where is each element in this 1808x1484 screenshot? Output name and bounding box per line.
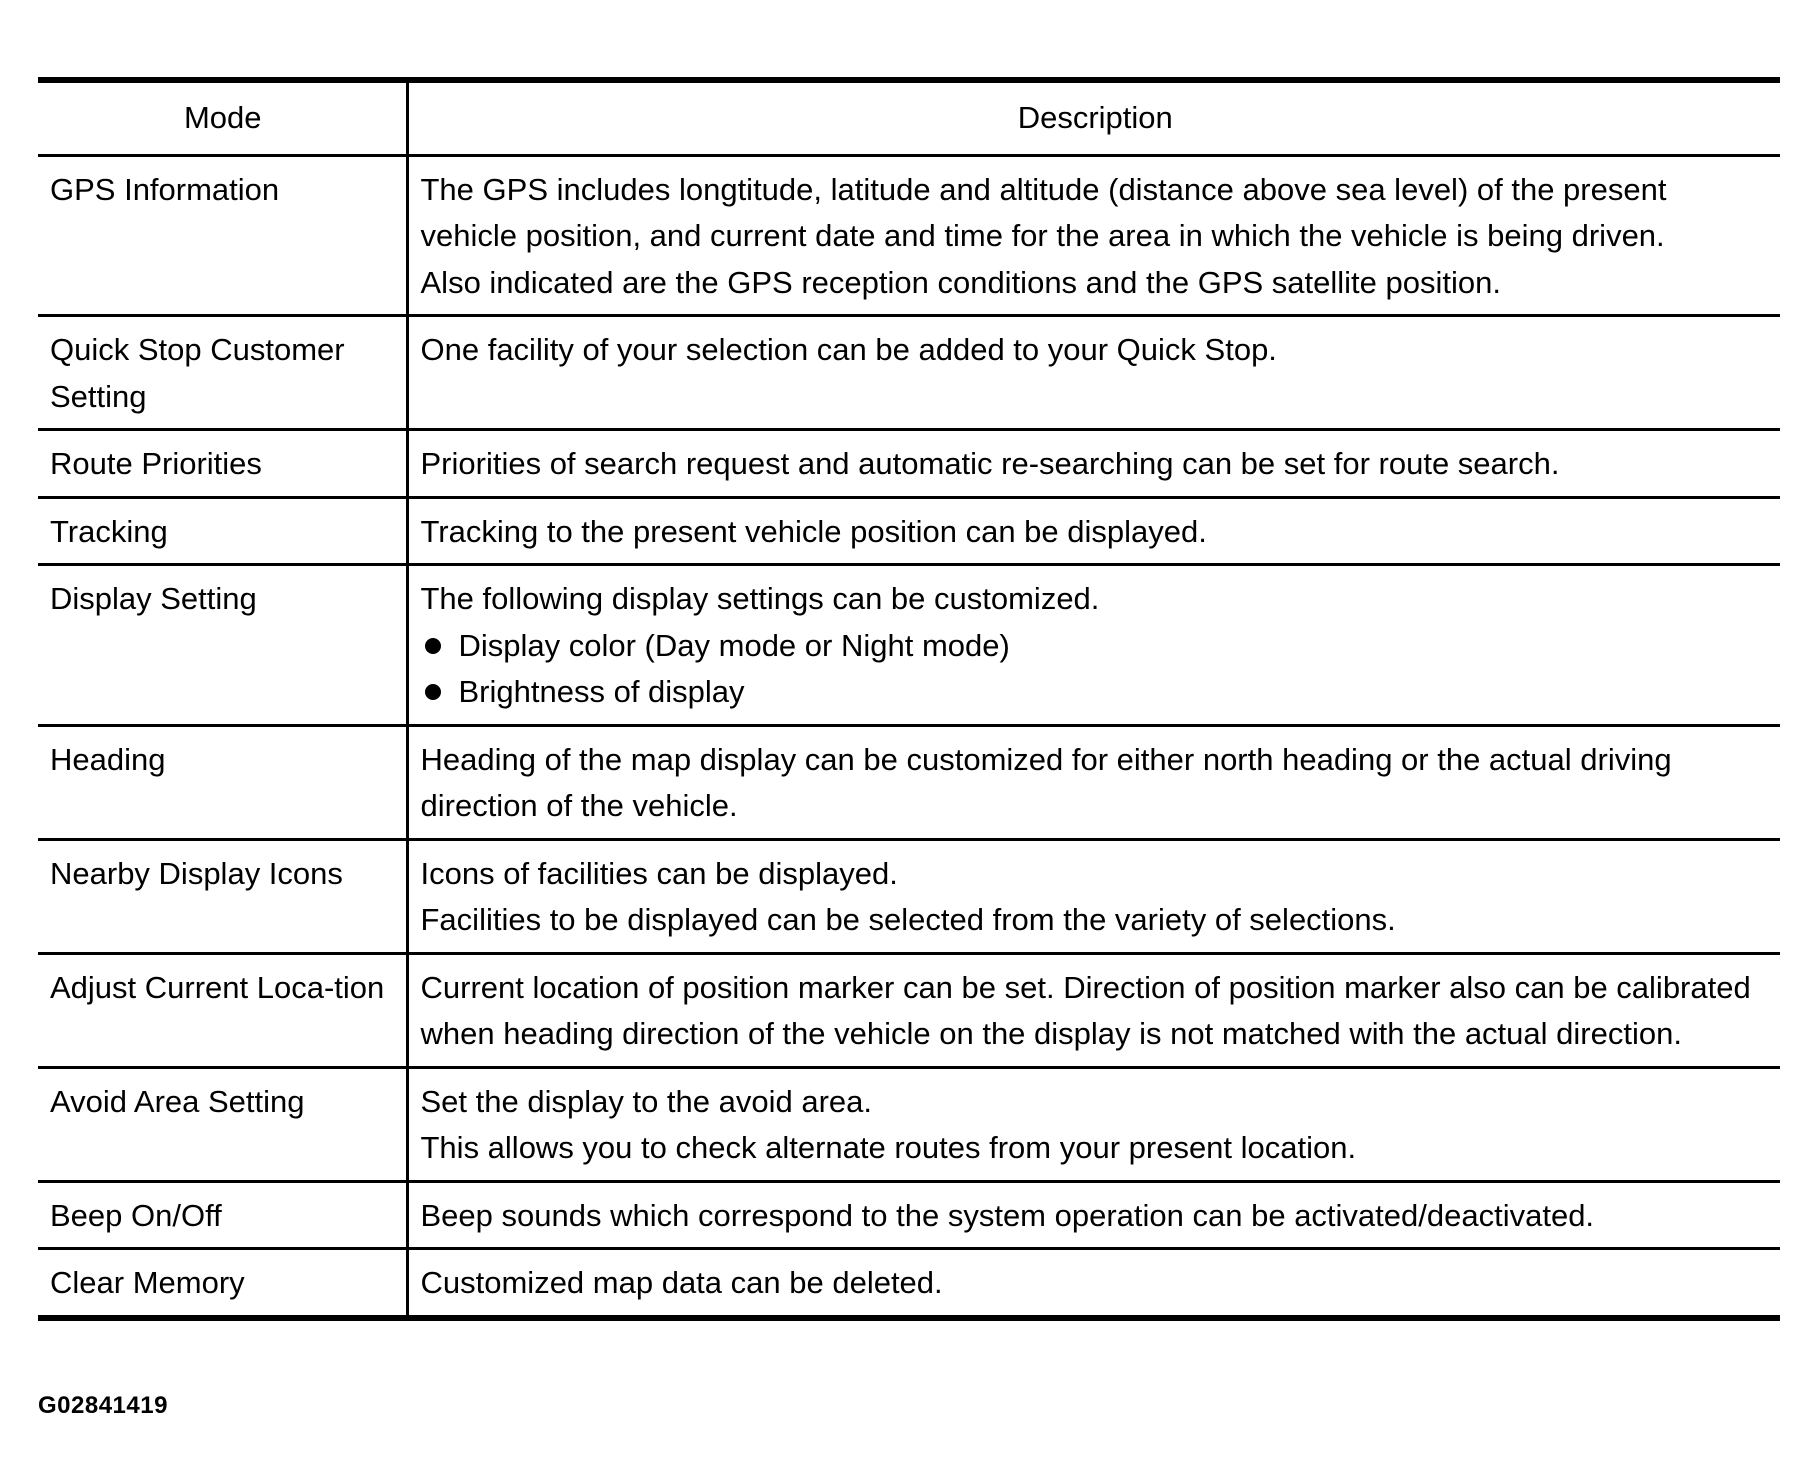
table-row	[38, 430, 1780, 498]
mode-cell: Tracking	[38, 497, 407, 565]
description-text: Tracking to the present vehicle position can be displayed.	[420, 513, 1207, 549]
description-text: The GPS includes longtitude, latitude and altitude (distance above sea level) of the present vehicle position, and current date and time for the area in which the vehicle is being driven.	[420, 171, 1667, 253]
description-cell	[407, 839, 1780, 953]
table-body	[38, 155, 1780, 1318]
bullet-text: Display color (Day mode or Night mode)	[458, 627, 1010, 663]
mode-cell: Route Priorities	[38, 430, 407, 498]
description-text: Current location of position marker can be set. Direction of position marker also can be calibrated when heading direction of the vehicle on the display is not matched with the actual direction.	[420, 969, 1751, 1051]
table-row	[38, 565, 1780, 726]
table-row	[38, 1067, 1780, 1181]
header-mode: Mode	[38, 80, 407, 155]
description-text: The following display settings can be customized.	[420, 581, 1100, 616]
description-text: This allows you to check alternate routes from your present location.	[420, 1130, 1357, 1165]
mode-cell: Nearby Display Icons	[38, 839, 407, 953]
description-cell	[407, 155, 1780, 316]
description-cell	[407, 316, 1780, 430]
table-row	[38, 497, 1780, 565]
description-cell	[407, 565, 1780, 726]
description-text: Facilities to be displayed can be selected from the variety of selections.	[420, 902, 1396, 937]
mode-description-table	[38, 77, 1780, 1321]
description-cell	[407, 1067, 1780, 1181]
table-header-row	[38, 80, 1780, 155]
mode-cell: Clear Memory	[38, 1249, 407, 1318]
bullet-text: Brightness of display	[458, 674, 745, 709]
description-cell	[407, 953, 1780, 1067]
mode-description-table-container	[38, 77, 1780, 1321]
figure-id: G02841419	[38, 1392, 168, 1419]
mode-cell: Beep On/Off	[38, 1181, 407, 1249]
bullet-icon	[425, 684, 441, 700]
bullet-icon	[425, 638, 441, 654]
description-text: Also indicated are the GPS reception conditions and the GPS satellite position.	[420, 264, 1501, 300]
table-row	[38, 316, 1780, 430]
mode-cell: Adjust Current Loca-tion	[38, 953, 407, 1067]
description-cell	[407, 497, 1780, 565]
description-text: Icons of facilities can be displayed.	[420, 855, 898, 891]
description-text: Priorities of search request and automatic re-searching can be set for route search.	[420, 446, 1560, 481]
description-text: Heading of the map display can be customized for either north heading or the actual driving direction of the vehicle.	[420, 741, 1672, 823]
header-description: Description	[407, 80, 1780, 155]
table-row	[38, 839, 1780, 953]
table-row	[38, 725, 1780, 839]
table-row	[38, 953, 1780, 1067]
mode-cell: Display Setting	[38, 565, 407, 726]
mode-cell: GPS Information	[38, 155, 407, 316]
description-cell	[407, 725, 1780, 839]
description-cell	[407, 1249, 1780, 1318]
description-text: Set the display to the avoid area.	[420, 1083, 873, 1119]
description-cell	[407, 1181, 1780, 1249]
bullet-item	[421, 623, 1771, 670]
mode-cell: Quick Stop Customer Setting	[38, 316, 407, 430]
description-text: Customized map data can be deleted.	[420, 1265, 943, 1300]
table-row	[38, 155, 1780, 316]
table-row	[38, 1181, 1780, 1249]
description-text: Beep sounds which correspond to the system operation can be activated/deactivated.	[420, 1197, 1595, 1233]
mode-cell: Heading	[38, 725, 407, 839]
description-cell	[407, 430, 1780, 498]
table-row	[38, 1249, 1780, 1318]
description-text: One facility of your selection can be added to your Quick Stop.	[420, 332, 1277, 367]
bullet-item	[421, 669, 1771, 716]
mode-cell: Avoid Area Setting	[38, 1067, 407, 1181]
